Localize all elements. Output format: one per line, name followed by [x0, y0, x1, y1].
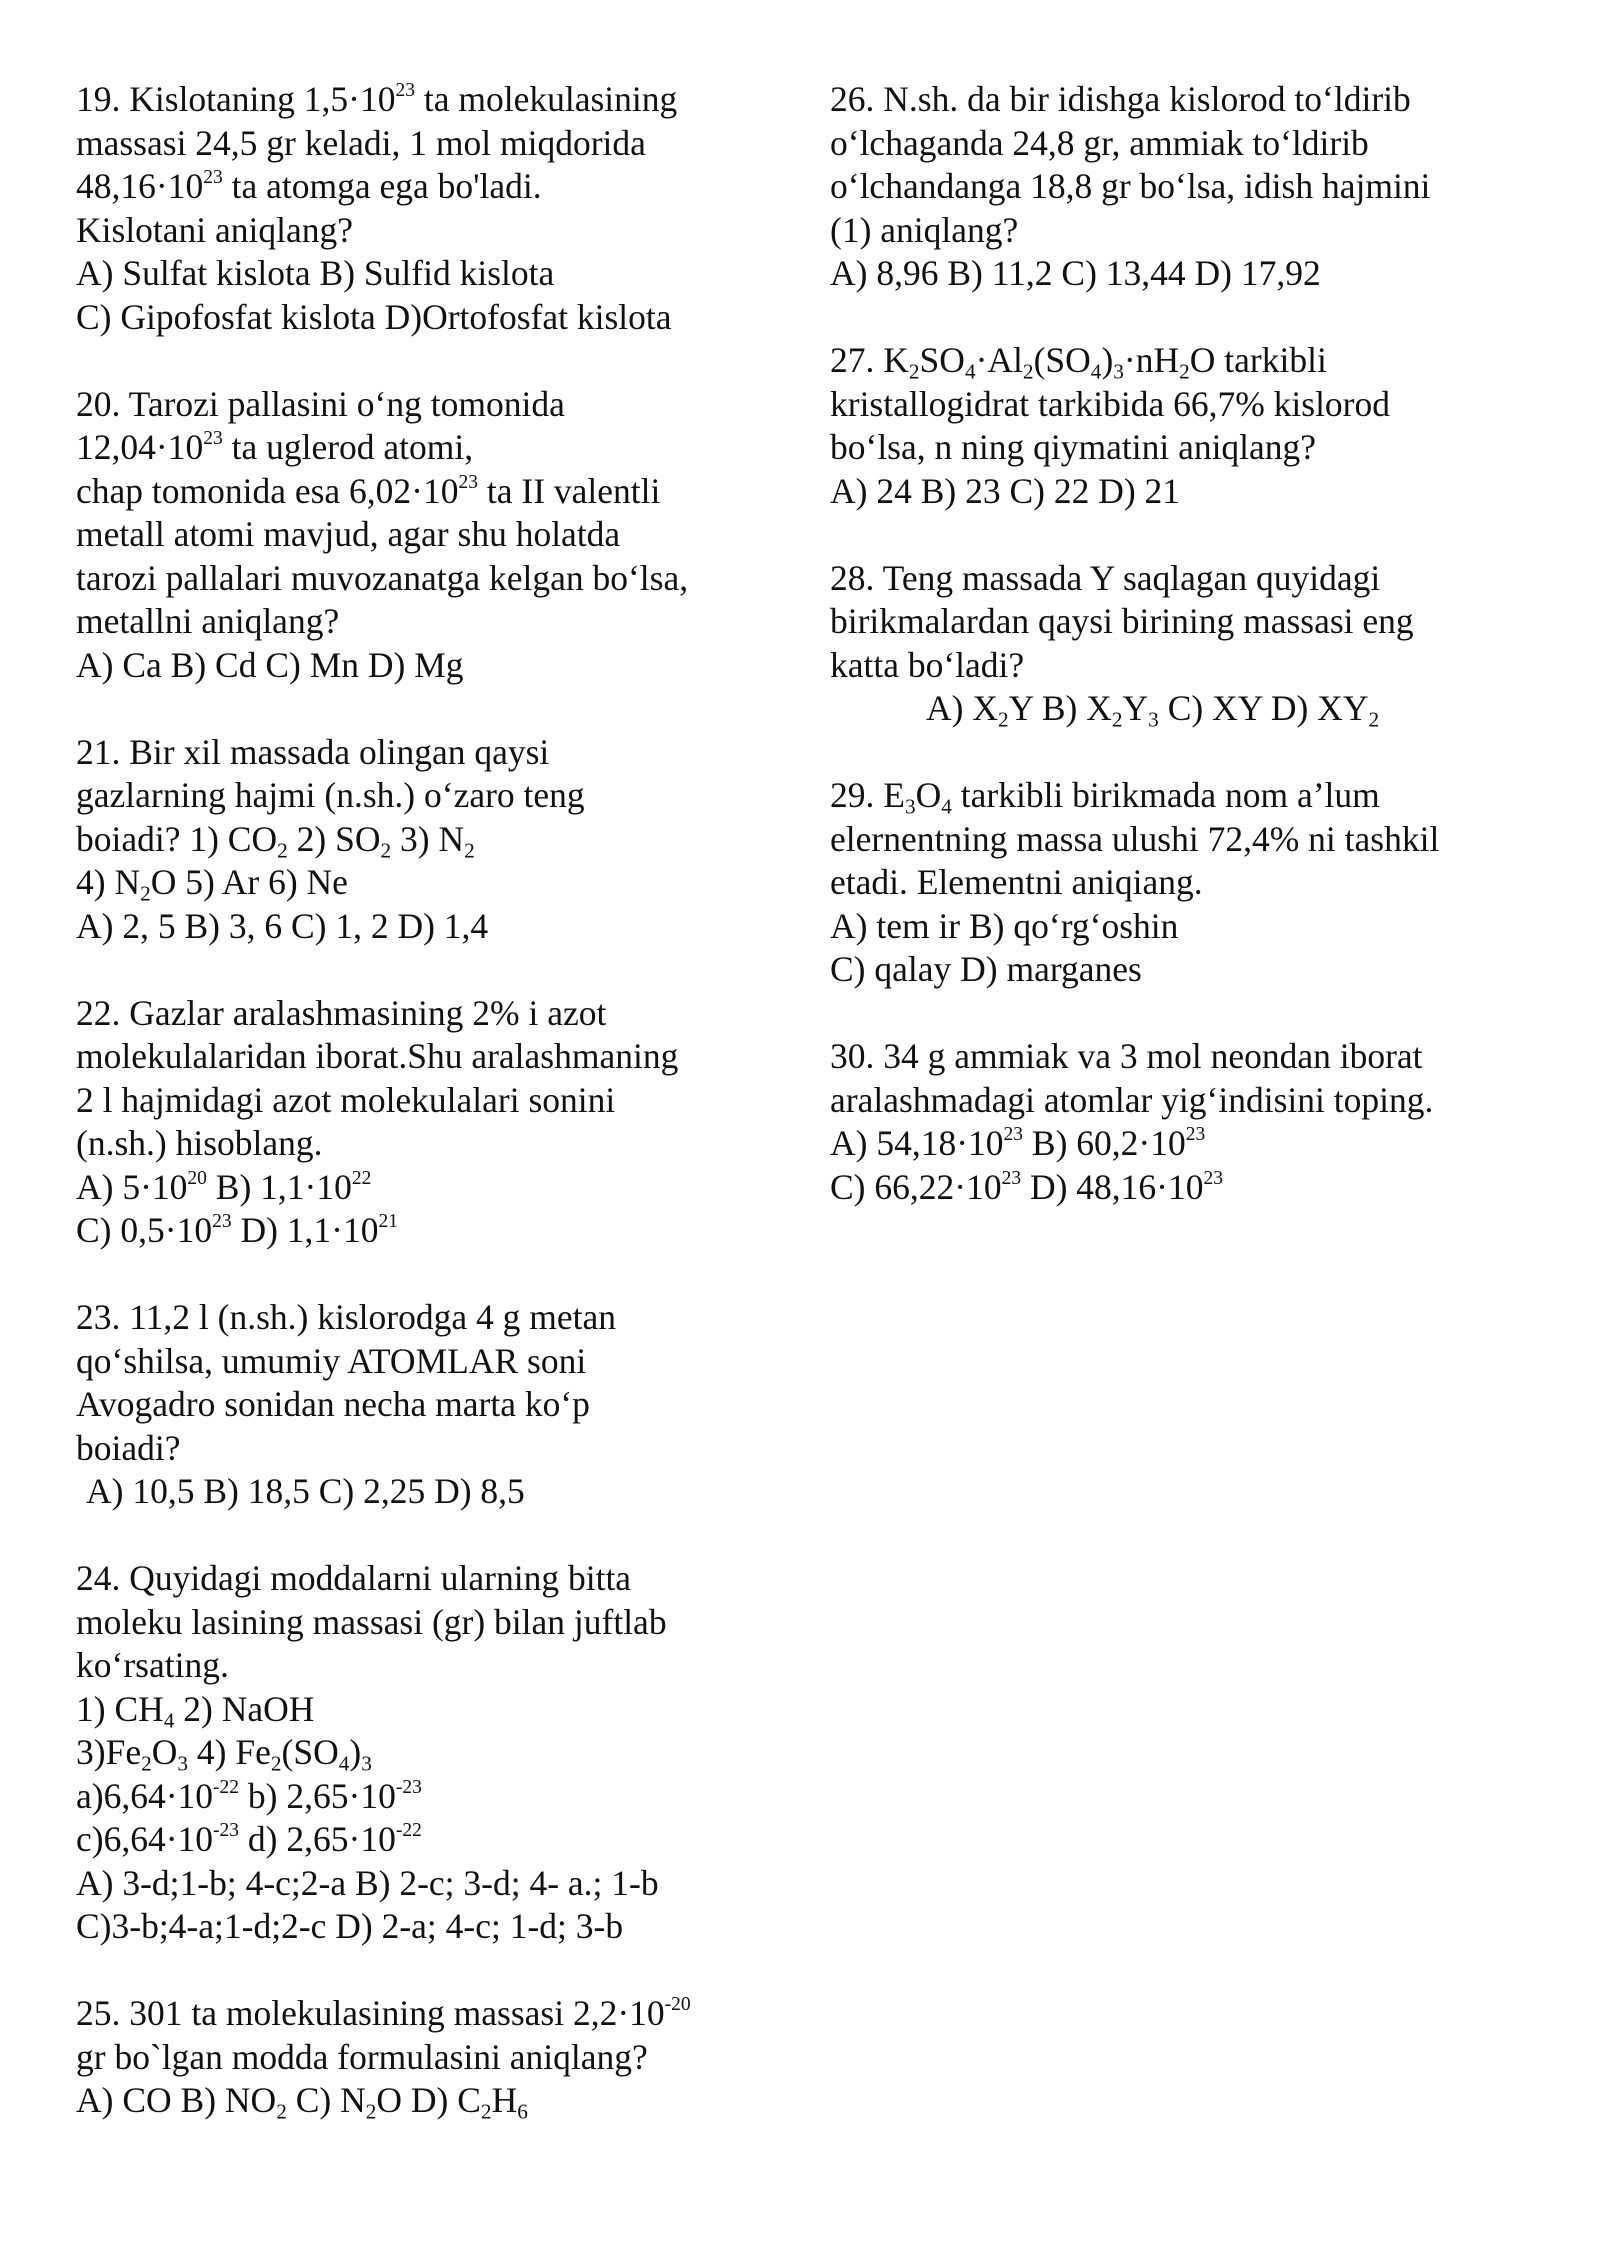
question-26 [830, 78, 1530, 296]
question-28 [830, 557, 1530, 731]
question-line: 22. Gazlar aralashmasining 2% i azot [76, 992, 607, 1033]
question-line: A) $54,18\cdot 10^{23}$ B) $60,2\cdot 10^{23}$ [830, 1123, 1206, 1163]
question-line: metallni aniqlang? [76, 601, 340, 641]
question-line: C)3-b;4-a;1-d;2-c D) 2-a; 4-c; 1-d; 3-b [76, 1906, 624, 1946]
question-line: 27. $K_2SO_4\cdot Al_2(SO_4)_3\cdot nH_2O$ tarkibli [830, 340, 1327, 384]
question-21 [76, 731, 776, 949]
question-line: Avogadro sonidan necha marta ko‘p [76, 1384, 590, 1424]
question-line: $a)6,64\cdot 10^{-22}$ b) $2,65\cdot 10^{-23}$ [76, 1775, 422, 1816]
question-line: gr bo`lgan modda formulasini aniqlang? [76, 2036, 648, 2077]
question-line: chap tomonida esa $6,02\cdot 10^{23}$ ta II valentli [76, 470, 661, 511]
question-line: etadi. Elementni aniqiang. [830, 862, 1203, 902]
question-line: ko‘rsating. [76, 1645, 229, 1685]
question-line: 19. Kislotaning $1,5\cdot 10^{23}$ ta molekulasining [76, 79, 678, 119]
question-line: C) qalay D) marganes [830, 949, 1142, 989]
question-30 [830, 1035, 1530, 1209]
question-line: kristallogidrat tarkibida 66,7% kislorod [830, 383, 1391, 424]
question-line: 21. Bir xil massada olingan qaysi [76, 731, 550, 772]
question-line: C) $0,5\cdot 10^{23}$ D) $1,1\cdot 10^{21}$ [76, 1210, 399, 1250]
question-line: tarozi pallalari muvozanatga kelgan bo‘lsa, [76, 557, 689, 598]
question-22 [76, 992, 776, 1253]
question-25 [76, 1992, 776, 2123]
question-line: elernentning massa ulushi 72,4% ni tashkil [830, 818, 1440, 859]
question-line: 2 l hajmidagi azot molekulalari sonini [76, 1079, 616, 1120]
question-line: boiadi? 1) $CO_2$ 2) $SO_2$ 3) $N_2$ [76, 818, 475, 862]
question-20 [76, 383, 776, 688]
question-line: 1) $CH_4$ 2) NaOH [76, 1688, 315, 1732]
question-line: qo‘shilsa, umumiy ATOMLAR soni [76, 1340, 587, 1381]
question-19 [76, 78, 776, 339]
question-line: $48,16\cdot 10^{23}$ ta atomga ega bo'ladi. [76, 166, 542, 206]
question-line: A) tem ir B) qo‘rg‘oshin [830, 905, 1179, 946]
question-line: gazlarning hajmi (n.sh.) o‘zaro teng [76, 775, 585, 815]
question-line: molekulalaridan iborat.Shu aralashmaning [76, 1036, 679, 1076]
question-line: 29. $E_3O_4$ tarkibli birikmada nom a’lum [830, 775, 1380, 819]
question-line: A) 2, 5 B) 3, 6 C) 1, 2 D) 1,4 [76, 905, 489, 946]
question-24 [76, 1557, 776, 1949]
question-line: (1) aniqlang? [830, 209, 1019, 250]
question-line: 24. Quyidagi moddalarni ularning bitta [76, 1558, 632, 1598]
question-line: $12,04\cdot 10^{23}$ ta uglerod atomi, [76, 427, 474, 467]
question-line: metall atomi mavjud, agar shu holatda [76, 514, 621, 554]
question-line: A) 10,5 B) 18,5 C) 2,25 D) 8,5 [86, 1471, 525, 1511]
question-line: boiadi? [76, 1427, 181, 1468]
question-line: A) $5\cdot 10^{20}$ B) $1,1\cdot 10^{22}$ [76, 1166, 372, 1207]
question-line: aralashmadagi atomlar yig‘indisini toping. [830, 1079, 1434, 1120]
question-line: katta bo‘ladi? [830, 644, 1025, 685]
question-line: moleku lasining massasi (gr) bilan juftlab [76, 1601, 667, 1642]
left-column [76, 78, 776, 2166]
question-line: A) 8,96 B) 11,2 C) 13,44 D) 17,92 [830, 253, 1321, 293]
question-line: o‘lchandanga 18,8 gr bo‘lsa, idish hajmini [830, 166, 1431, 206]
question-23 [76, 1296, 776, 1514]
question-29 [830, 774, 1530, 992]
question-line: 28. Teng massada Y saqlagan quyidagi [830, 557, 1381, 598]
question-line: A) Sulfat kislota B) Sulfid kislota [76, 253, 555, 293]
question-line: 26. N.sh. da bir idishga kislorod to‘ldirib [830, 79, 1411, 119]
question-line: 23. 11,2 l (n.sh.) kislorodga 4 g metan [76, 1297, 616, 1337]
question-line: A) $X_2Y$ B) $X_2Y_3$ C) XY D) $XY_2$ [926, 688, 1380, 732]
question-line: C) $66,22\cdot 10^{23}$ D) $48,16\cdot 10^{23}$ [830, 1166, 1224, 1207]
question-line: (n.sh.) hisoblang. [76, 1123, 323, 1163]
question-line: Kislotani aniqlang? [76, 209, 354, 250]
question-line: A) CO B) $NO_2$ C) $N_2O$ D) $C_2H_6$ [76, 2080, 528, 2124]
question-line: C) Gipofosfat kislota D)Ortofosfat kislota [76, 296, 672, 337]
question-line: bo‘lsa, n ning qiymatini aniqlang? [830, 427, 1317, 467]
question-line: $c)6,64\cdot 10^{-23}$ d) $2,65\cdot 10^{-22}$ [76, 1819, 422, 1859]
question-line: A) 24 B) 23 C) 22 D) 21 [830, 470, 1181, 511]
question-line: o‘lchaganda 24,8 gr, ammiak to‘ldirib [830, 122, 1369, 163]
question-line: 20. Tarozi pallasini o‘ng tomonida [76, 383, 565, 424]
question-line: 30. 34 g ammiak va 3 mol neondan iborat [830, 1036, 1423, 1076]
right-column [830, 78, 1530, 1253]
question-line: 25. 301 ta molekulasining massasi $2,2\cdot 10^{-20}$ [76, 1993, 691, 2033]
question-line: 4) $N_2O$ 5) Ar 6) Ne [76, 862, 348, 906]
question-line: birikmalardan qaysi birining massasi eng [830, 601, 1414, 641]
question-line: A) Ca B) Cd C) Mn D) Mg [76, 644, 464, 685]
question-27 [830, 339, 1530, 513]
question-line: A) 3-d;1-b; 4-c;2-a B) 2-c; 3-d; 4- a.; 1-b [76, 1862, 659, 1903]
question-line: massasi 24,5 gr keladi, 1 mol miqdorida [76, 122, 646, 163]
question-line: $3)Fe_2O_3$ 4) $Fe_2(SO_4)_3$ [76, 1732, 372, 1776]
